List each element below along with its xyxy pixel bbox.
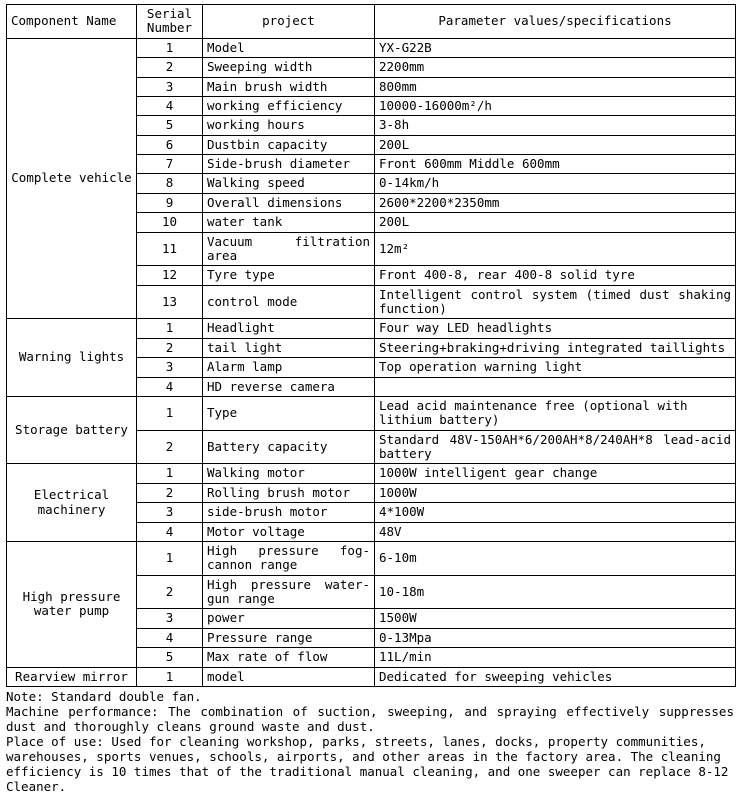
value-cell: 10-18m: [375, 575, 736, 609]
serial-cell: 2: [137, 338, 203, 357]
group-label-rearview-mirror: Rearview mirror: [7, 667, 137, 686]
project-cell: Motor voltage: [203, 522, 375, 541]
value-cell: Four way LED headlights: [375, 319, 736, 338]
value-cell: Lead acid maintenance free (optional with lithium battery): [375, 396, 736, 430]
table-header-row: [7, 5, 736, 39]
table-row: [7, 38, 736, 57]
group-label-high-pressure-water-pump: High pressure water pump: [7, 541, 137, 667]
header-serial-number: Serial Number: [137, 5, 203, 39]
project-cell: Pressure range: [203, 628, 375, 647]
serial-cell: 9: [137, 193, 203, 212]
serial-cell: 2: [137, 430, 203, 464]
value-cell: 0-13Mpa: [375, 628, 736, 647]
serial-cell: 1: [137, 319, 203, 338]
group-label-storage-battery: Storage battery: [7, 396, 137, 464]
value-cell: Intelligent control system (timed dust shaking function): [375, 285, 736, 319]
value-cell: Front 400-8, rear 400-8 solid tyre: [375, 266, 736, 285]
value-cell: Top operation warning light: [375, 358, 736, 377]
project-cell: working efficiency: [203, 96, 375, 115]
value-cell: YX-G22B: [375, 38, 736, 57]
serial-cell: 6: [137, 135, 203, 154]
value-cell: [375, 377, 736, 396]
note-line-place-of-use: Place of use: Used for cleaning workshop, parks, streets, lanes, docks, property communities, warehouses, sports venues, schools, airports, and other areas in the factory area. The cleaning efficiency is 10 times that of the traditional manual cleaning, and one sweeper can replace 8-12 Cleaner.: [6, 733, 729, 794]
value-cell: 2600*2200*2350mm: [375, 193, 736, 212]
table-row: [7, 319, 736, 338]
project-cell: side-brush motor: [203, 503, 375, 522]
serial-cell: 3: [137, 358, 203, 377]
value-cell: 10000-16000m²/h: [375, 96, 736, 115]
serial-cell: 3: [137, 609, 203, 628]
header-parameter-values: Parameter values/specifications: [375, 5, 736, 39]
table-row: [7, 667, 736, 686]
header-project: project: [203, 5, 375, 39]
header-component-name: Component Name: [7, 5, 137, 39]
value-cell: Dedicated for sweeping vehicles: [375, 667, 736, 686]
value-cell: Steering+braking+driving integrated taillights: [375, 338, 736, 357]
project-cell: Walking speed: [203, 174, 375, 193]
project-cell: Main brush width: [203, 77, 375, 96]
serial-cell: 10: [137, 213, 203, 232]
project-cell: Alarm lamp: [203, 358, 375, 377]
serial-cell: 2: [137, 575, 203, 609]
serial-cell: 3: [137, 77, 203, 96]
group-label-electrical-machinery: Electrical machinery: [7, 464, 137, 542]
serial-cell: 1: [137, 396, 203, 430]
value-cell: 2200mm: [375, 58, 736, 77]
serial-cell: 4: [137, 377, 203, 396]
serial-cell: 12: [137, 266, 203, 285]
project-cell: control mode: [203, 285, 375, 319]
serial-cell: 5: [137, 116, 203, 135]
project-cell: model: [203, 667, 375, 686]
value-cell: 11L/min: [375, 648, 736, 667]
project-cell: tail light: [203, 338, 375, 357]
project-cell: Sweeping width: [203, 58, 375, 77]
notes-section: [6, 689, 735, 794]
serial-cell: 5: [137, 648, 203, 667]
project-cell: Battery capacity: [203, 430, 375, 464]
serial-cell: 13: [137, 285, 203, 319]
value-cell: 12m²: [375, 232, 736, 266]
value-cell: 6-10m: [375, 541, 736, 575]
serial-cell: 3: [137, 503, 203, 522]
value-cell: 1000W intelligent gear change: [375, 464, 736, 483]
note-line-standard-fan: Note: Standard double fan.: [6, 688, 202, 704]
value-cell: 48V: [375, 522, 736, 541]
serial-cell: 7: [137, 155, 203, 174]
serial-cell: 1: [137, 464, 203, 483]
group-label-warning-lights: Warning lights: [7, 319, 137, 397]
value-cell: 0-14km/h: [375, 174, 736, 193]
value-cell: Standard 48V-150AH*6/200AH*8/240AH*8 lead-acid battery: [375, 430, 736, 464]
value-cell: 200L: [375, 135, 736, 154]
serial-cell: 2: [137, 483, 203, 502]
serial-cell: 2: [137, 58, 203, 77]
project-cell: working hours: [203, 116, 375, 135]
table-row: [7, 541, 736, 575]
value-cell: 1000W: [375, 483, 736, 502]
project-cell: Max rate of flow: [203, 648, 375, 667]
project-cell: Tyre type: [203, 266, 375, 285]
serial-cell: 1: [137, 38, 203, 57]
project-cell: Overall dimensions: [203, 193, 375, 212]
specifications-table: [6, 4, 736, 687]
project-cell: High pressure fog-cannon range: [203, 541, 375, 575]
value-cell: 3-8h: [375, 116, 736, 135]
project-cell: Dustbin capacity: [203, 135, 375, 154]
project-cell: power: [203, 609, 375, 628]
serial-cell: 1: [137, 667, 203, 686]
project-cell: Headlight: [203, 319, 375, 338]
value-cell: Front 600mm Middle 600mm: [375, 155, 736, 174]
note-line-machine-performance: Machine performance: The combination of suction, sweeping, and spraying effectively suppresses dust and thoroughly cleans ground waste and dust.: [6, 703, 734, 734]
serial-cell: 4: [137, 96, 203, 115]
value-cell: 800mm: [375, 77, 736, 96]
serial-cell: 4: [137, 522, 203, 541]
value-cell: 4*100W: [375, 503, 736, 522]
project-cell: Model: [203, 38, 375, 57]
project-cell: water tank: [203, 213, 375, 232]
project-cell: Type: [203, 396, 375, 430]
project-cell: High pressure water-gun range: [203, 575, 375, 609]
table-row: [7, 396, 736, 430]
value-cell: 200L: [375, 213, 736, 232]
project-cell: Vacuum filtration area: [203, 232, 375, 266]
project-cell: HD reverse camera: [203, 377, 375, 396]
serial-cell: 11: [137, 232, 203, 266]
group-label-complete-vehicle: Complete vehicle: [7, 38, 137, 319]
project-cell: Walking motor: [203, 464, 375, 483]
serial-cell: 4: [137, 628, 203, 647]
value-cell: 1500W: [375, 609, 736, 628]
project-cell: Side-brush diameter: [203, 155, 375, 174]
table-row: [7, 464, 736, 483]
project-cell: Rolling brush motor: [203, 483, 375, 502]
serial-cell: 8: [137, 174, 203, 193]
serial-cell: 1: [137, 541, 203, 575]
